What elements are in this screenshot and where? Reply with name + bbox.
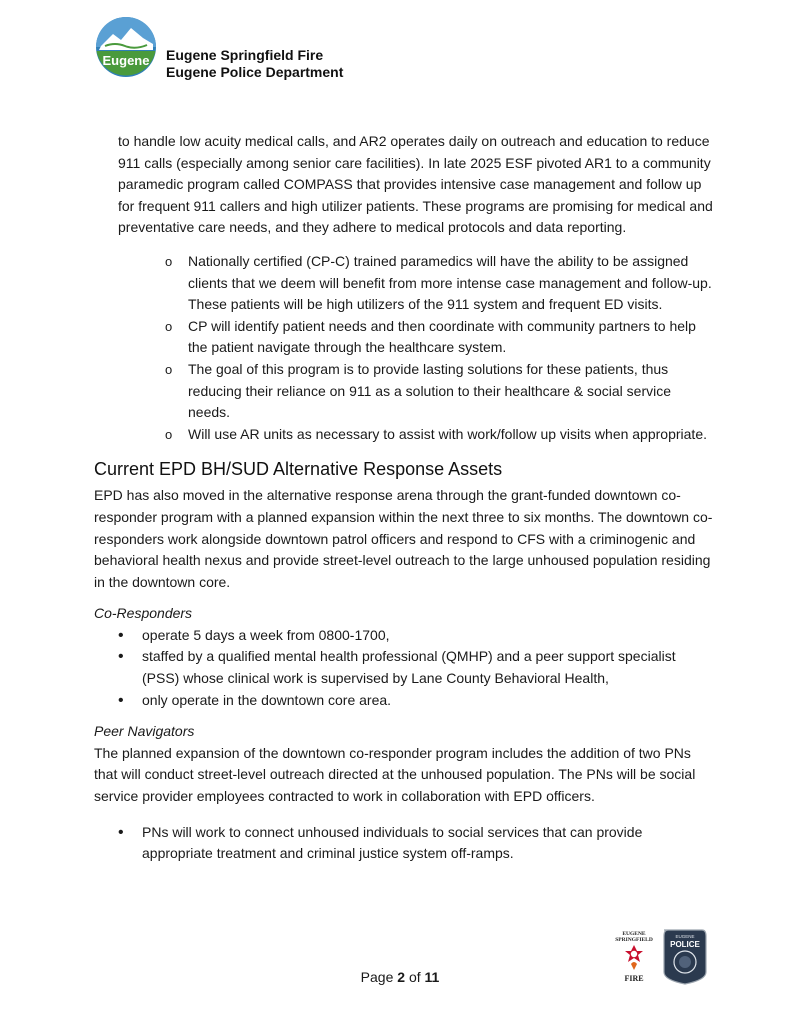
list-item: • only operate in the downtown core area.	[142, 690, 714, 712]
org-name-police: Eugene Police Department	[166, 64, 344, 80]
peer-bullet-list	[94, 822, 714, 865]
peer-paragraph: The planned expansion of the downtown co-responder program includes the addition of two PNs that will conduct street-level outreach directed at the unhoused population. The PNs will be social service provider employees contracted to work in collaboration with EPD officers.	[94, 744, 696, 805]
list-item: o CP will identify patient needs and then coordinate with community partners to help the patient navigate through the healthcare system.	[188, 316, 714, 359]
logo-wordmark: Eugene	[102, 53, 150, 68]
list-item: o Will use AR units as necessary to assist with work/follow up visits when appropriate.	[188, 424, 714, 446]
organization-names	[166, 47, 343, 81]
total-page-number: 11	[424, 969, 440, 985]
current-page-number: 2	[397, 969, 406, 985]
peer-navigators-subheading: Peer Navigators	[94, 723, 195, 740]
coresponders-bullet-list	[94, 625, 714, 711]
epd-paragraph: EPD has also moved in the alternative response arena through the grant-funded downtown co-responder program with a planned expansion within the next three to six months. The downtown co-responders work alongside downtown patrol officers and respond to CFS with a criminogenic and behavioral health nexus and provide street-level outreach to the large unhoused population residing in the downtown core.	[94, 487, 713, 590]
section-heading: Current EPD BH/SUD Alternative Response Assets	[94, 459, 503, 480]
cp-bullet-list	[94, 251, 714, 445]
coresponders-subheading: Co-Responders	[94, 605, 193, 622]
svg-text:FIRE: FIRE	[624, 974, 644, 983]
page-number: Page 2 of 11	[360, 969, 440, 985]
list-item: • staffed by a qualified mental health professional (QMHP) and a peer support specialist (PSS) whose clinical work is supervised by Lane County Behavioral Health,	[142, 646, 714, 689]
list-item: • PNs will work to connect unhoused individuals to social services that can provide appropriate treatment and criminal justice system off-ramps.	[142, 822, 714, 865]
org-name-fire: Eugene Springfield Fire	[166, 47, 324, 63]
list-item: • operate 5 days a week from 0800-1700,	[142, 625, 714, 647]
eugene-city-logo	[95, 16, 157, 78]
svg-text:EUGENE: EUGENE	[622, 931, 646, 937]
svg-text:EUGENE: EUGENE	[675, 934, 695, 939]
svg-text:POLICE: POLICE	[670, 940, 700, 949]
list-item: o The goal of this program is to provide lasting solutions for these patients, thus reducing their reliance on 911 as a solution to their healthcare & social service needs.	[188, 359, 714, 424]
intro-paragraph: to handle low acuity medical calls, and AR2 operates daily on outreach and education to reduce 911 calls (especially among senior care facilities). In late 2025 ESF pivoted AR1 to a community paramedic program called COMPASS that provides intensive case management and follow up for frequent 911 callers and high utilizer patients. These programs are promising for medical and preventative care needs, and they adhere to medical protocols and data reporting.	[118, 133, 713, 236]
document-body	[94, 131, 714, 865]
list-item: o Nationally certified (CP-C) trained paramedics will have the ability to be assigned clients that we deem will benefit from more intense case management and follow-up. These patients will be high utilizers of the 911 system and frequent ED visits.	[188, 251, 714, 316]
svg-text:SPRINGFIELD: SPRINGFIELD	[615, 937, 653, 943]
